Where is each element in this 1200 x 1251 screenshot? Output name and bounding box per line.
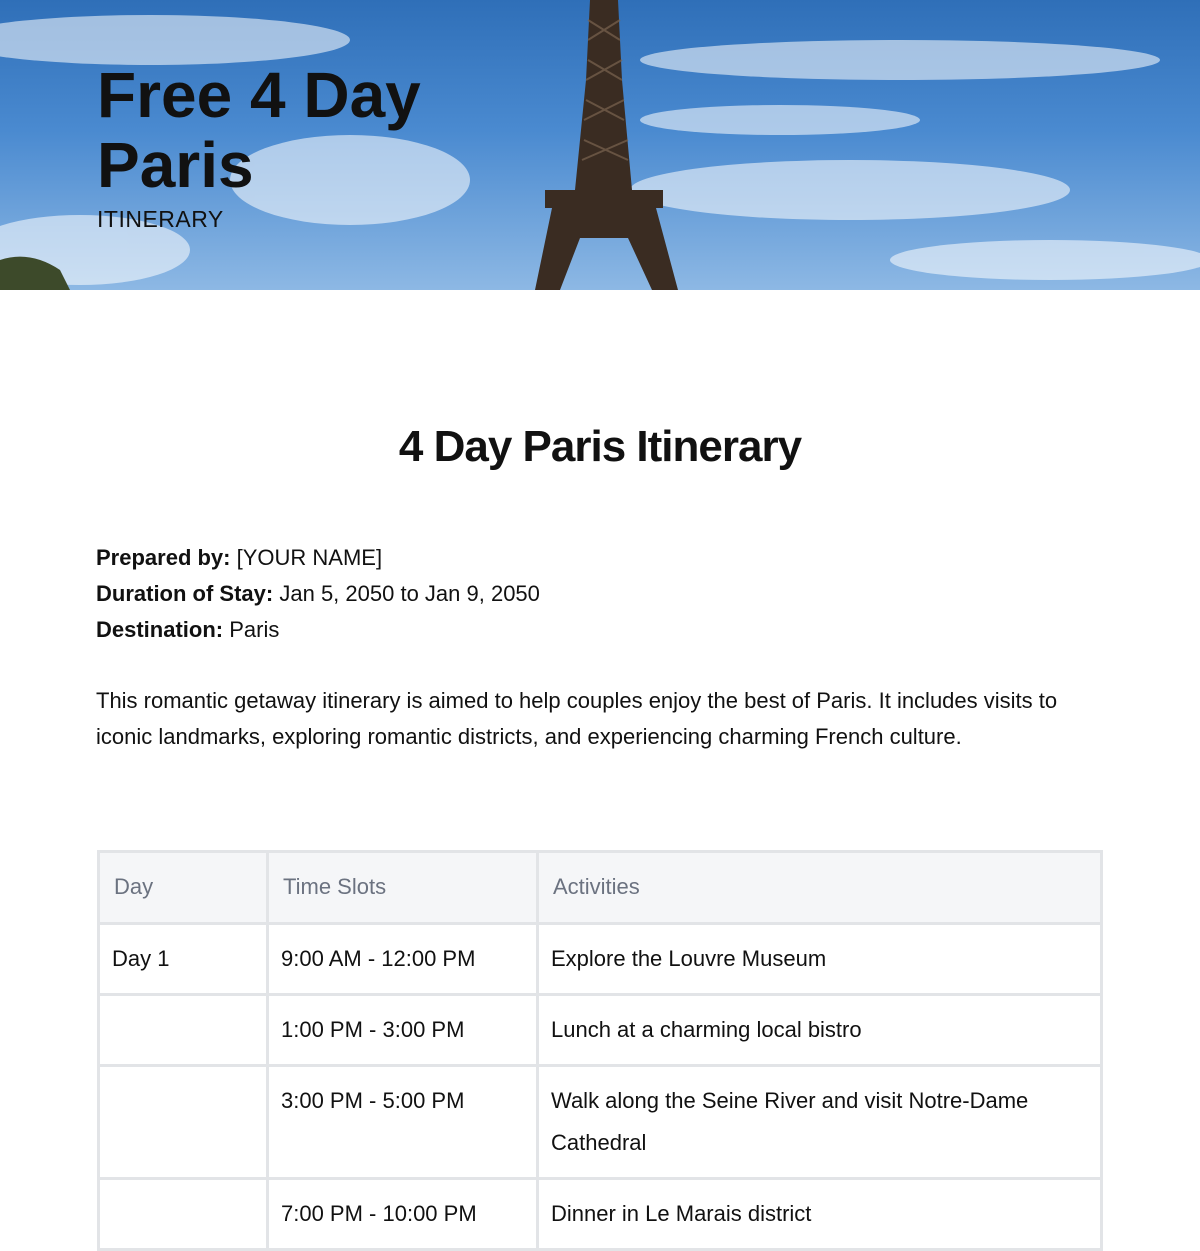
table-row (99, 1179, 1102, 1250)
hero-banner (0, 0, 1200, 290)
day-cell: Day 1 (99, 924, 268, 995)
itinerary-table (97, 850, 1103, 1251)
time-cell: 7:00 PM - 10:00 PM (268, 1179, 538, 1250)
hero-title (97, 60, 421, 200)
table-row (99, 995, 1102, 1066)
table-row (99, 924, 1102, 995)
table-header-row (99, 852, 1102, 924)
meta-value: [YOUR NAME] (236, 545, 383, 570)
meta-info (96, 540, 540, 648)
time-cell: 3:00 PM - 5:00 PM (268, 1066, 538, 1179)
meta-label: Duration of Stay: (96, 581, 274, 606)
header-day: Day (99, 852, 268, 924)
meta-label: Destination: (96, 617, 224, 642)
meta-value: Jan 5, 2050 to Jan 9, 2050 (279, 581, 540, 606)
header-activities: Activities (538, 852, 1102, 924)
meta-label: Prepared by: (96, 545, 231, 570)
day-cell (99, 1066, 268, 1179)
intro-paragraph: This romantic getaway itinerary is aimed to help couples enjoy the best of Paris. It includes visits to iconic landmarks, exploring romantic districts, and experiencing charming French culture. (96, 688, 1058, 749)
activity-cell: Lunch at a charming local bistro (538, 995, 1102, 1066)
meta-value: Paris (229, 617, 280, 642)
header-time-slots: Time Slots (268, 852, 538, 924)
document-title: 4 Day Paris Itinerary (398, 422, 802, 471)
time-cell: 1:00 PM - 3:00 PM (268, 995, 538, 1066)
prepared-by (96, 540, 540, 576)
time-cell: 9:00 AM - 12:00 PM (268, 924, 538, 995)
day-cell (99, 1179, 268, 1250)
destination (96, 612, 540, 648)
table-row (99, 1066, 1102, 1179)
activity-cell: Dinner in Le Marais district (538, 1179, 1102, 1250)
hero-title-line2: Paris (97, 129, 254, 201)
hero-subtitle: ITINERARY (97, 206, 224, 232)
hero-title-line1: Free 4 Day (97, 59, 421, 131)
day-cell (99, 995, 268, 1066)
activity-cell: Walk along the Seine River and visit Notre-Dame Cathedral (538, 1066, 1102, 1179)
activity-cell: Explore the Louvre Museum (538, 924, 1102, 995)
duration-of-stay (96, 576, 540, 612)
